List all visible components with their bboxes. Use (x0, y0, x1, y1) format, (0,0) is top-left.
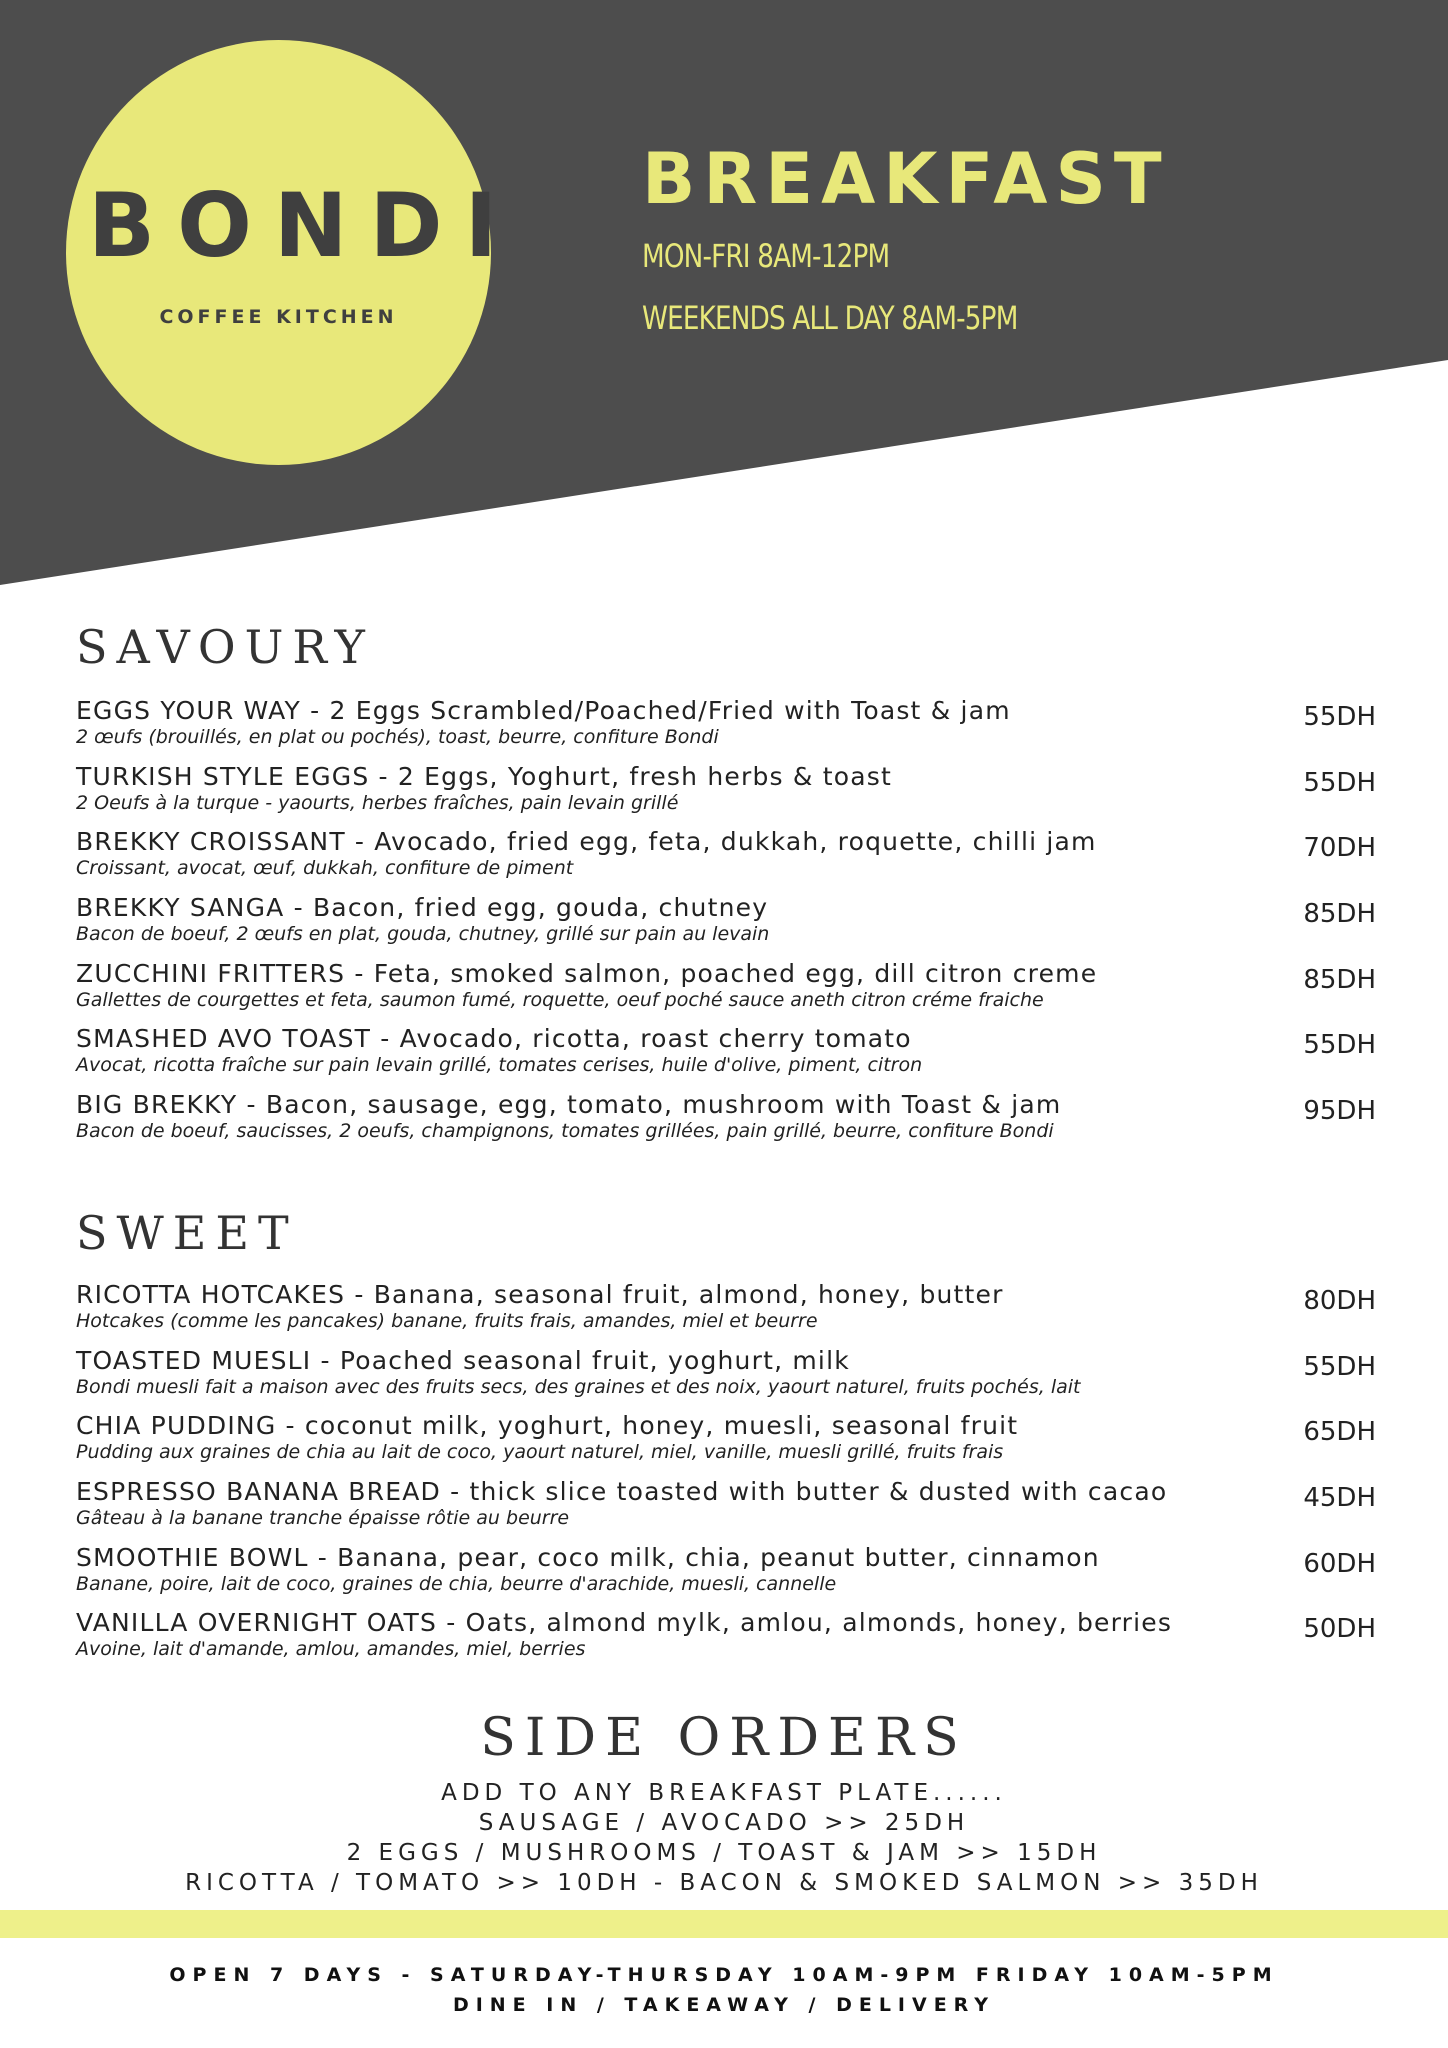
item-price: 65DH (1303, 1417, 1376, 1448)
item-description: Croissant, avocat, œuf, dukkah, confiture de piment (76, 857, 574, 880)
item-description: Bacon de boeuf, 2 œufs en plat, gouda, chutney, grillé sur pain au levain (76, 923, 770, 946)
item-description: 2 Oeufs à la turque - yaourts, herbes fraîches, pain levain grillé (76, 791, 679, 814)
item-name: BREKKY SANGA - Bacon, fried egg, gouda, chutney (76, 893, 769, 923)
item-name: SMASHED AVO TOAST - Avocado, ricotta, roast cherry tomato (76, 1024, 912, 1054)
menu-item (76, 893, 1376, 959)
item-name: ZUCCHINI FRITTERS - Feta, smoked salmon, poached egg, dill citron creme (76, 958, 1098, 988)
breakfast-hours-weekday: MON-FRI 8AM-12PM (642, 237, 890, 275)
item-description: Banane, poire, lait de coco, graines de chia, beurre d'arachide, muesli, cannelle (76, 1572, 837, 1595)
menu-item (76, 1477, 1376, 1543)
footer-service-options: DINE IN / TAKEAWAY / DELIVERY (452, 1994, 996, 2016)
item-description: Gâteau à la banane tranche épaisse rôtie au beurre (76, 1507, 570, 1530)
item-description: Gallettes de courgettes et feta, saumon fumé, roquette, oeuf poché sauce aneth citron créme fraiche (76, 988, 1044, 1011)
footer-opening-hours: OPEN 7 DAYS - SATURDAY-THURSDAY 10AM-9PM FRIDAY 10AM-5PM (169, 1964, 1279, 1986)
breakfast-hours-weekend: WEEKENDS ALL DAY 8AM-5PM (642, 299, 1018, 337)
item-price: 80DH (1303, 1286, 1376, 1316)
item-price: 60DH (1303, 1548, 1376, 1579)
menu-item (76, 1346, 1376, 1412)
sweet-list (76, 1280, 1376, 1674)
item-price: 85DH (1303, 899, 1376, 930)
footer-accent-band (0, 1910, 1448, 1938)
menu-item (76, 762, 1376, 828)
item-name: TURKISH STYLE EGGS - 2 Eggs, Yoghurt, fresh herbs & toast (76, 761, 892, 791)
item-price: 85DH (1303, 964, 1376, 995)
item-price: 55DH (1303, 1030, 1376, 1061)
item-price: 50DH (1303, 1614, 1376, 1645)
item-price: 45DH (1303, 1483, 1376, 1514)
menu-item (76, 959, 1376, 1025)
item-description: Avoine, lait d'amande, amlou, amandes, miel, berries (76, 1638, 586, 1661)
item-description: 2 œufs (brouillés, en plat ou pochés), toast, beurre, confiture Bondi (76, 726, 719, 748)
brand-subtitle: COFFEE KITCHEN (159, 306, 398, 328)
item-name: BREKKY CROISSANT - Avocado, fried egg, feta, dukkah, roquette, chilli jam (76, 827, 1097, 857)
menu-item (76, 1411, 1376, 1477)
item-description: Bacon de boeuf, saucisses, 2 oeufs, champignons, tomates grillées, pain grillé, beurre, confiture Bondi (76, 1120, 1054, 1143)
savoury-list (76, 696, 1376, 1156)
item-description: Pudding aux graines de chia au lait de coco, yaourt naturel, miel, vanille, muesli grillé, fruits frais (76, 1441, 1004, 1464)
item-name: TOASTED MUESLI - Poached seasonal fruit, yoghurt, milk (76, 1345, 850, 1375)
menu-item (76, 696, 1376, 762)
menu-item (76, 1280, 1376, 1346)
item-price: 55DH (1303, 1351, 1376, 1382)
menu-item (76, 1608, 1376, 1674)
side-orders-line: RICOTTA / TOMATO >> 10DH - BACON & SMOKED SALMON >> 35DH (185, 1870, 1263, 1896)
item-name: CHIA PUDDING - coconut milk, yoghurt, honey, muesli, seasonal fruit (76, 1411, 1019, 1441)
menu-item (76, 1024, 1376, 1090)
item-price: 95DH (1303, 1096, 1376, 1127)
item-description: Avocat, ricotta fraîche sur pain levain grillé, tomates cerises, huile d'olive, piment, citron (76, 1054, 923, 1077)
side-orders-line: SAUSAGE / AVOCADO >> 25DH (478, 1810, 970, 1836)
item-name: EGGS YOUR WAY - 2 Eggs Scrambled/Poached/Fried with Toast & jam (76, 696, 1011, 725)
menu-item (76, 827, 1376, 893)
item-description: Bondi muesli fait a maison avec des fruits secs, des graines et des noix, yaourt naturel, fruits pochés, lait (76, 1375, 1081, 1398)
item-name: SMOOTHIE BOWL - Banana, pear, coco milk, chia, peanut butter, cinnamon (76, 1542, 1100, 1572)
brand-name: BONDI (88, 174, 520, 277)
side-orders-intro: ADD TO ANY BREAKFAST PLATE...... (441, 1780, 1007, 1806)
item-price: 70DH (1303, 833, 1376, 864)
menu-item (76, 1090, 1376, 1156)
item-price: 55DH (1303, 702, 1376, 732)
section-title-sweet: SWEET (76, 1206, 298, 1260)
item-name: BIG BREKKY - Bacon, sausage, egg, tomato, mushroom with Toast & jam (76, 1090, 1062, 1120)
section-title-savoury: SAVOURY (76, 620, 374, 674)
item-name: ESPRESSO BANANA BREAD - thick slice toasted with butter & dusted with cacao (76, 1477, 1168, 1507)
item-price: 55DH (1303, 767, 1376, 798)
item-name: VANILLA OVERNIGHT OATS - Oats, almond mylk, amlou, almonds, honey, berries (76, 1608, 1173, 1638)
item-name: RICOTTA HOTCAKES - Banana, seasonal fruit, almond, honey, butter (76, 1280, 1004, 1309)
section-title-side-orders: SIDE ORDERS (480, 1708, 968, 1768)
item-description: Hotcakes (comme les pancakes) banane, fruits frais, amandes, miel et beurre (76, 1310, 818, 1332)
side-orders-line: 2 EGGS / MUSHROOMS / TOAST & JAM >> 15DH (346, 1840, 1102, 1866)
breakfast-title: BREAKFAST (642, 138, 1170, 220)
menu-item (76, 1543, 1376, 1609)
